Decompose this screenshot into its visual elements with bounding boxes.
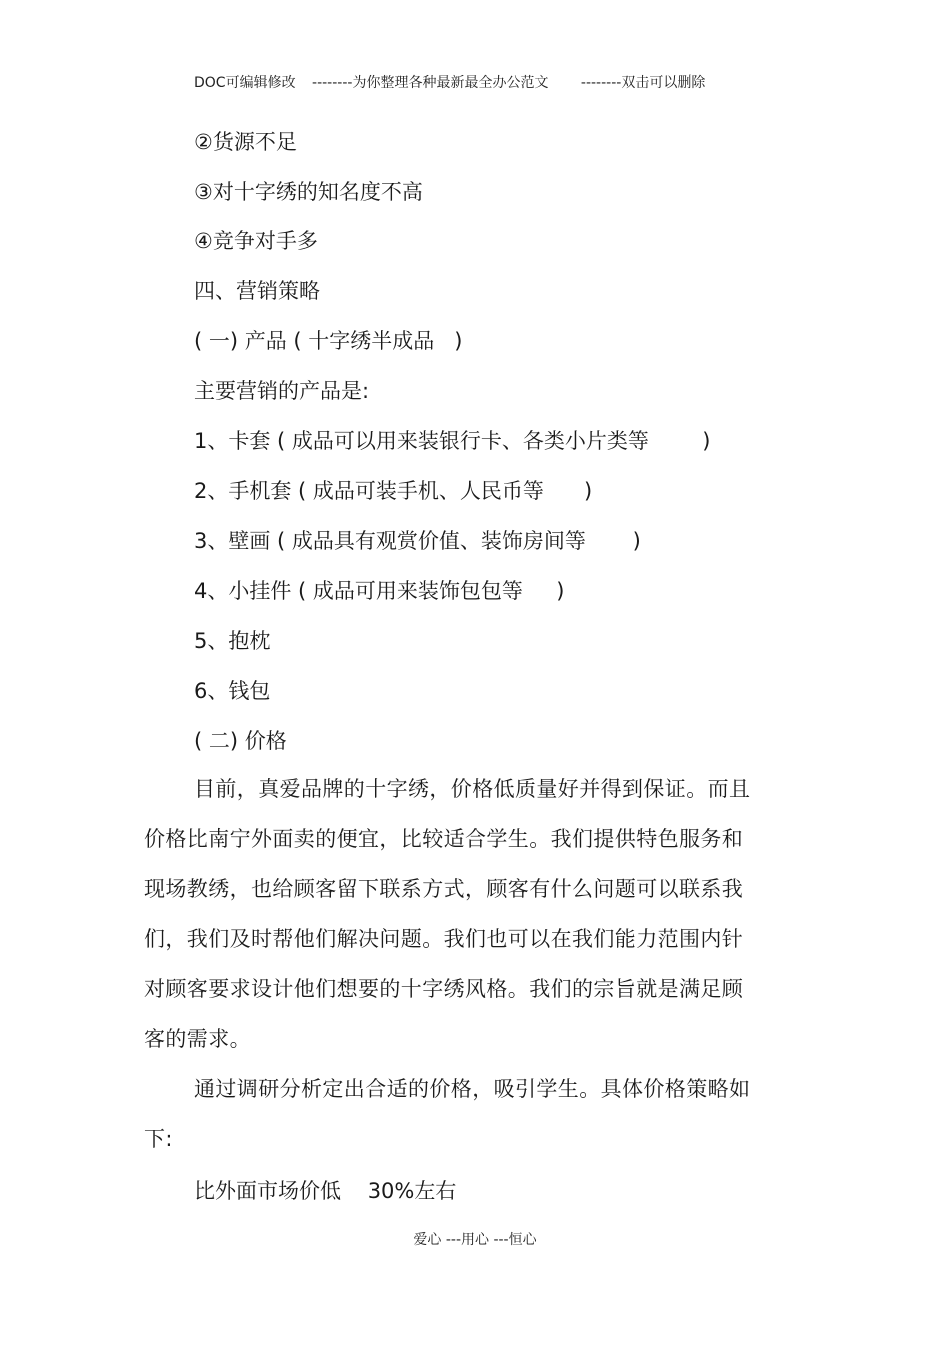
product-intro-text: 主要营销的产品是:	[194, 379, 370, 403]
product-item-pendant: 4、小挂件 ( 成品可用来装饰包包等 )	[194, 579, 565, 603]
list-item-supply: ②货源不足	[194, 130, 297, 154]
header-middle-text: --------为你整理各种最新最全办公范文	[312, 75, 549, 91]
product-item-wallet: 6、钱包	[194, 679, 271, 703]
list-item-awareness: ③对十字绣的知名度不高	[194, 180, 423, 204]
page-footer: 爱心 ---用心 ---恒心	[413, 1232, 537, 1248]
product-item-phone-case: 2、手机套 ( 成品可装手机、人民币等 )	[194, 479, 593, 503]
subsection-heading-product: ( 一) 产品 ( 十字绣半成品 )	[194, 329, 463, 353]
page-header	[194, 72, 705, 92]
product-item-wall-painting: 3、壁画 ( 成品具有观赏价值、装饰房间等 )	[194, 529, 641, 553]
price-paragraph-2: 通过调研分析定出合适的价格，吸引学生。具体价格策略如下:	[144, 1077, 751, 1151]
price-strategy-line: 比外面市场价低 30%左右	[194, 1179, 457, 1203]
header-left-text: DOC可编辑修改	[194, 75, 296, 91]
list-item-competition: ④竞争对手多	[194, 229, 318, 253]
price-paragraph-1: 目前，真爱品牌的十字绣，价格低质量好并得到保证。而且价格比南宁外面卖的便宜，比较适合学生。我们提供特色服务和现场教绣，也给顾客留下联系方式，顾客有什么问题可以联系我们，我们及时帮他们解决问题。我们也可以在我们能力范围内针对顾客要求设计他们想要的十字绣风格。我们的宗旨就是满足顾客的需求。	[144, 777, 751, 1051]
section-heading-marketing-strategy: 四、营销策略	[194, 279, 320, 303]
product-item-card-sleeve: 1、卡套 ( 成品可以用来装银行卡、各类小片类等 )	[194, 429, 711, 453]
subsection-heading-price: ( 二) 价格	[194, 729, 287, 753]
product-item-pillow: 5、抱枕	[194, 629, 271, 653]
header-right-text: --------双击可以删除	[580, 75, 706, 91]
